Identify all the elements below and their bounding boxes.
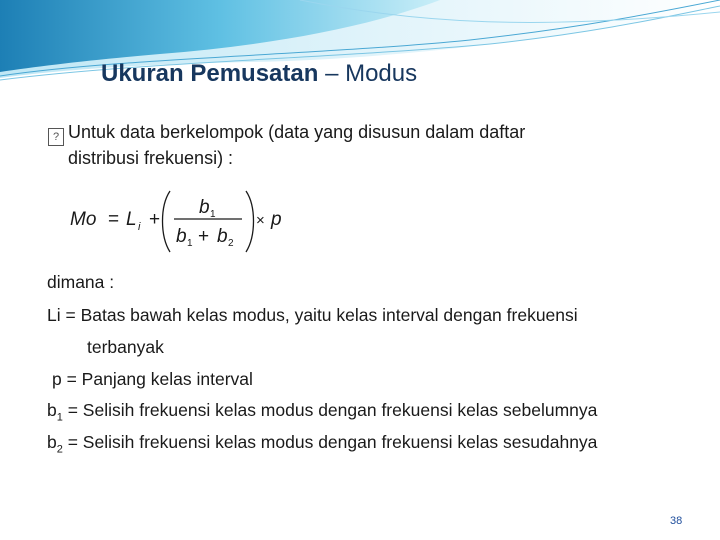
definition-b2-sub: 2 (56, 443, 63, 456)
formula-b1-den: b (176, 226, 187, 247)
definition-b1-symbol: b (47, 400, 57, 420)
intro-bullet (48, 120, 668, 146)
formula-mo: Mo (70, 209, 97, 230)
formula-eq: = (108, 209, 120, 230)
definition-b2 (47, 432, 597, 456)
definition-b1 (47, 400, 597, 424)
formula-b2-den-sub: 2 (228, 238, 234, 249)
formula-L-sub: i (138, 221, 141, 233)
page-number: 38 (670, 515, 683, 527)
slide-title (101, 60, 417, 88)
formula-p: p (271, 209, 282, 230)
formula-b2-den: b (217, 226, 228, 247)
definition-b1-sub: 1 (56, 411, 63, 424)
definition-p: p = Panjang kelas interval (52, 369, 253, 389)
formula-L: L (126, 209, 137, 230)
formula-plus: + (149, 209, 161, 230)
formula-b1-den-sub: 1 (187, 238, 193, 249)
formula-b1-num-sub: 1 (210, 209, 216, 220)
formula-times: × (256, 212, 265, 229)
definition-b1-text: = Selisih frekuensi kelas modus dengan frekuensi kelas sebelumnya (62, 400, 598, 420)
formula-left-paren (163, 191, 171, 252)
slide-title-bold: Ukuran Pemusatan (101, 60, 319, 87)
definitions-heading: dimana : (47, 272, 115, 292)
formula-b1-num: b (199, 197, 210, 218)
slide-title-rest: – Modus (318, 60, 418, 87)
formula-den-plus: + (198, 226, 210, 247)
definition-li: Li = Batas bawah kelas modus, yaitu kelas interval dengan frekuensi (47, 305, 578, 325)
intro-line-2: distribusi frekuensi) : (68, 148, 234, 168)
mode-formula (66, 186, 296, 256)
definition-li-cont: terbanyak (87, 337, 164, 357)
definition-b2-text: = Selisih frekuensi kelas modus dengan frekuensi kelas sesudahnya (62, 432, 598, 452)
bullet-box-icon: ? (48, 128, 64, 146)
intro-line-1: Untuk data berkelompok (data yang disusun dalam daftar (68, 122, 526, 142)
definition-b2-symbol: b (47, 432, 57, 452)
formula-right-paren (246, 191, 254, 252)
